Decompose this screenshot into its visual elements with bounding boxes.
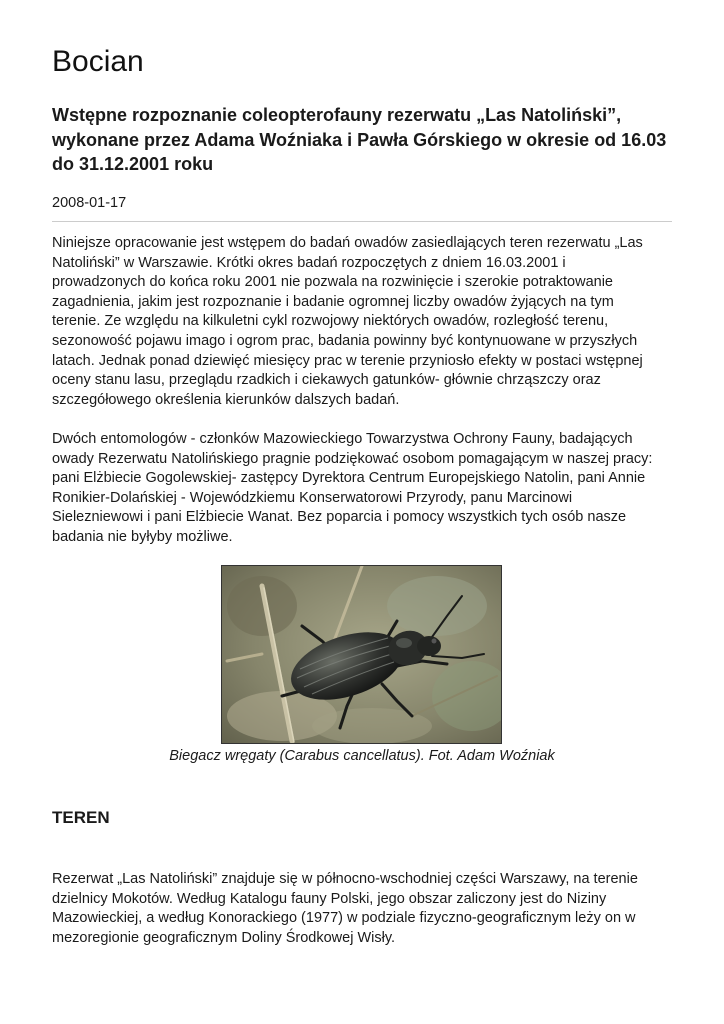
paragraph-line: szczegółowego określenia kierunków dalszych badań.: [52, 391, 400, 408]
publication-date: 2008-01-17: [52, 195, 127, 211]
acknowledgements-paragraph: [52, 430, 674, 548]
beetle-photo: [221, 565, 502, 744]
intro-paragraph: [52, 234, 674, 410]
paragraph-line: Rezerwat „Las Natoliński” znajduje się w północno-wschodniej części Warszawy, na terenie: [52, 871, 638, 887]
paragraph-line: Mazowieckiej, a według Konorackiego (1977) w podziale fizyczno-geograficznym leży on w: [52, 910, 636, 927]
article-title-line: wykonane przez Adama Woźniaka i Pawła Górskiego w okresie od 16.03: [52, 129, 667, 150]
paragraph-line: terenie. Ze względu na kilkuletni cykl rozwojowy niektórych owadów, rozległość terenu,: [52, 313, 609, 330]
paragraph-line: Dwóch entomologów - członków Mazowieckiego Towarzystwa Ochrony Fauny, badających: [52, 431, 633, 447]
paragraph-line: sezonowość pojawu imago i ogrom prac, badania powinny być kontynuowane w przyszłych: [52, 332, 638, 349]
paragraph-line: Natoliński” w Warszawie. Krótki okres badań rozpoczętych z dniem 16.03.2001 i: [52, 254, 566, 271]
paragraph-line: Niniejsze opracowanie jest wstępem do badań owadów zasiedlających teren rezerwatu „Las: [52, 235, 643, 251]
paragraph-line: oceny stanu lasu, przeglądu rzadkich i ciekawych gatunków- głównie chrząszczy oraz: [52, 372, 601, 389]
paragraph-line: latach. Jednak ponad dziewięć miesięcy prac w terenie przyniosło efekty w postaci wstępnej: [52, 352, 643, 369]
paragraph-line: pani Elżbiecie Gogolewskiej- zastępcy Dyrektora Centrum Europejskiego Natolin, pani Annie: [52, 470, 646, 487]
paragraph-line: owady Rezerwatu Natolińskiego pragnie podziękować osobom pomagającym w naszej pracy:: [52, 450, 653, 467]
header-divider: [52, 221, 672, 222]
paragraph-line: badania nie byłyby możliwe.: [52, 528, 233, 545]
paragraph-line: Sielezniewowi i pani Elżbiecie Wanat. Bez poparcia i pomocy wszystkich tych osób nasze: [52, 509, 627, 526]
paragraph-line: zagadnienia, jakim jest rozpoznanie i badanie ogromnej liczby owadów żyjących na tym: [52, 293, 614, 310]
paragraph-line: prowadzonych do końca roku 2001 nie pozwala na rozwinięcie i szerokie potraktowanie: [52, 274, 613, 291]
paragraph-line: dzielnicy Mokotów. Według Katalogu fauny Polski, jego obszar zaliczony jest do Niziny: [52, 890, 607, 907]
paragraph-line: mezoregionie geograficznym Doliny Środkowej Wisły.: [52, 929, 396, 946]
article-title-line: do 31.12.2001 roku: [52, 154, 214, 174]
article-title: [52, 103, 672, 177]
figure-caption: Biegacz wręgaty (Carabus cancellatus). Fot. Adam Woźniak: [169, 748, 555, 764]
paragraph-line: Ronikier-Dolańskiej - Wojewódzkiemu Konserwatorowi Przyrody, panu Marcinowi: [52, 489, 573, 506]
site-title: Bocian: [52, 45, 144, 78]
article-title-line: Wstępne rozpoznanie coleopterofauny rezerwatu „Las Natoliński”,: [52, 105, 622, 125]
ground-beetle-icon: [222, 566, 502, 744]
terrain-paragraph: [52, 870, 674, 948]
section-heading: TEREN: [52, 808, 110, 827]
